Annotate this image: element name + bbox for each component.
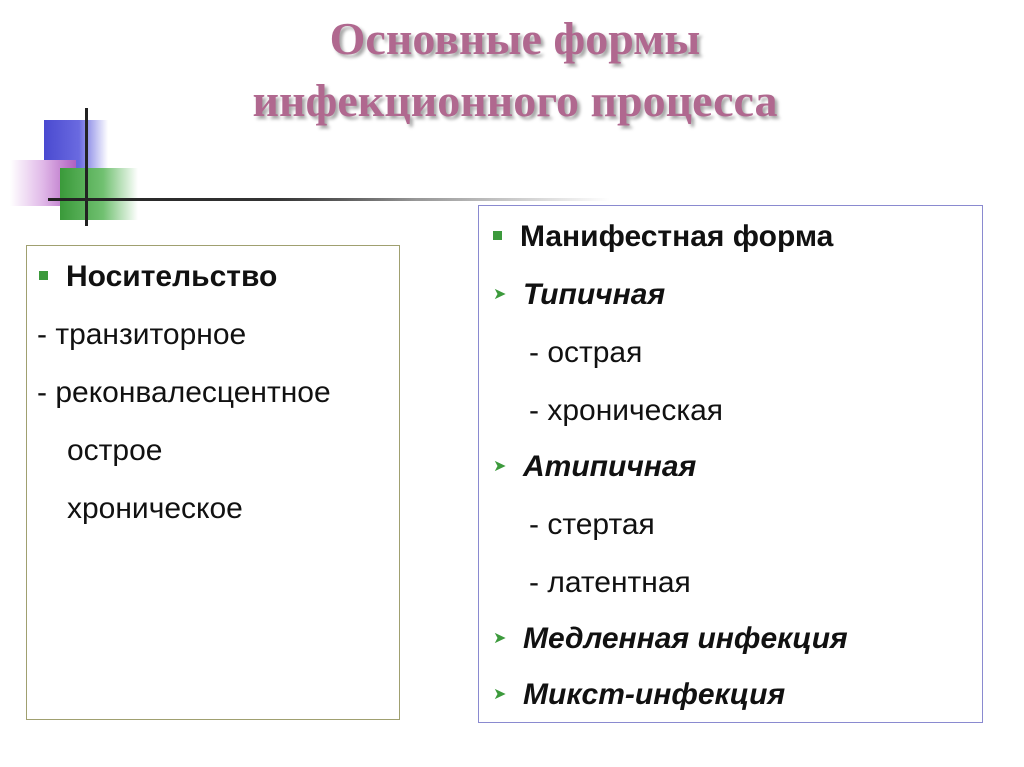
decor-vertical-line [85,108,88,226]
atypical-item-2: - латентная [529,566,691,599]
carrier-line-2: - реконвалесцентное [37,376,331,409]
mixed-infection-label: Микст-инфекция [523,678,786,711]
typical-label: Типичная [523,278,666,311]
carrier-line-3: острое [67,434,163,467]
carrier-box [26,245,400,720]
atypical-label: Атипичная [523,450,697,483]
arrowhead-bullet-icon: ➤ [493,286,507,304]
decor-horizontal-line [48,198,416,201]
arrowhead-bullet-icon: ➤ [493,458,507,476]
square-bullet-icon [39,271,48,280]
carrier-line-1: - транзиторное [37,318,247,351]
carrier-heading: Носительство [66,260,278,293]
atypical-row [493,450,696,484]
carrier-line-4: хроническое [67,492,243,525]
decor-green-square [60,168,138,220]
manifest-box [478,205,983,723]
slide-title [100,8,930,132]
arrowhead-bullet-icon: ➤ [493,686,507,704]
atypical-item-1: - стертая [529,508,655,541]
title-line-2: инфекционного процесса [252,75,778,126]
manifest-heading: Манифестная форма [520,220,834,253]
typical-item-1: - острая [529,336,643,369]
slow-infection-row [493,622,848,656]
manifest-heading-row [493,220,833,254]
square-bullet-icon [493,231,502,240]
title-line-1: Основные формы [329,13,701,64]
mixed-infection-row [493,678,785,712]
typical-row [493,278,665,312]
carrier-heading-row [39,260,277,294]
slow-infection-label: Медленная инфекция [523,622,848,655]
typical-item-2: - хроническая [529,394,724,427]
arrowhead-bullet-icon: ➤ [493,630,507,648]
